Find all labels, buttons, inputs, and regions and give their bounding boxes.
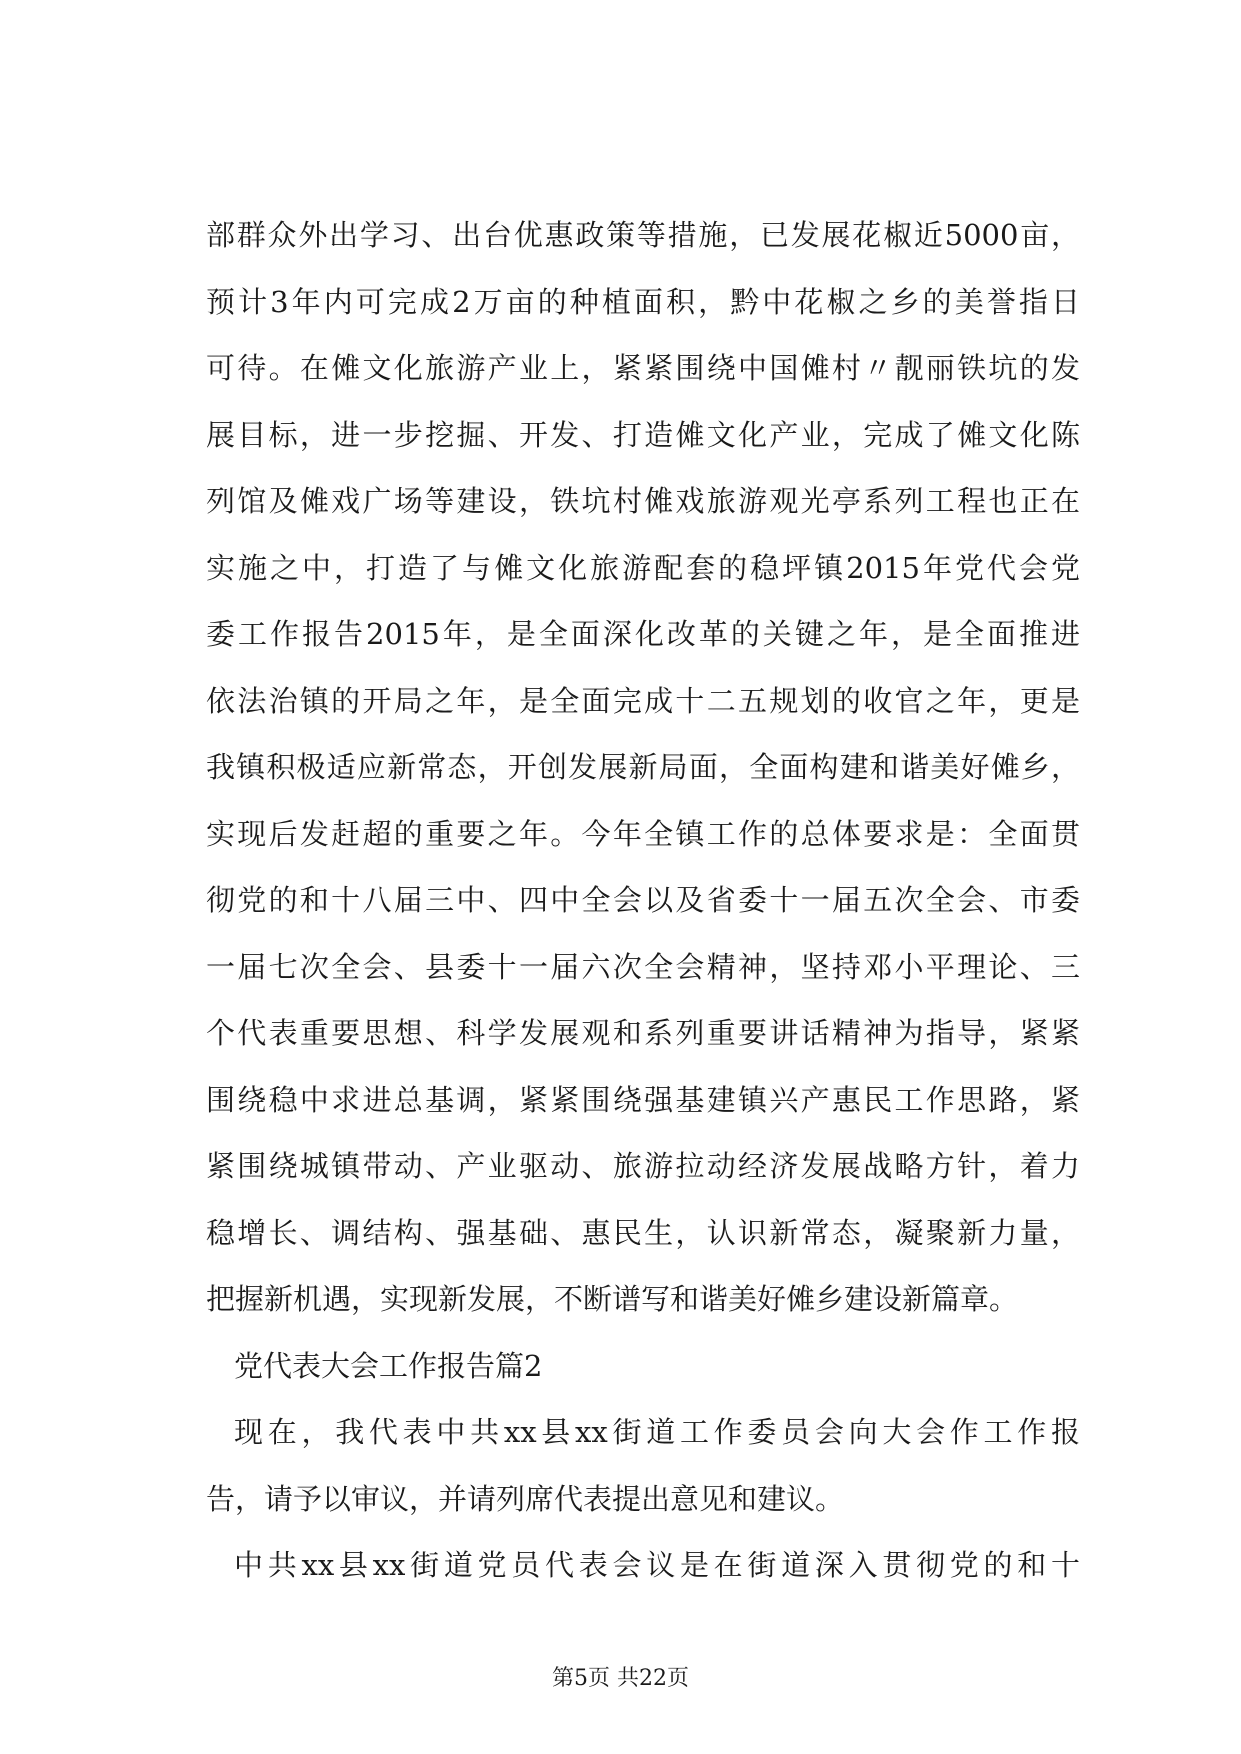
text-line: 紧围绕城镇带动、产业驱动、旅游拉动经济发展战略方针，着力 [206, 1149, 1080, 1183]
document-body [206, 202, 1080, 1599]
text-line: 一届七次全会、县委十一届六次全会精神，坚持邓小平理论、三 [206, 949, 1080, 984]
section-heading: 党代表大会工作报告篇2 [234, 1348, 543, 1383]
paragraph-3 [206, 1532, 1080, 1599]
text-line: 预计3年内可完成2万亩的种植面积，黔中花椒之乡的美誉指日 [206, 284, 1080, 319]
text-line: 彻党的和十八届三中、四中全会以及省委十一届五次全会、市委 [206, 883, 1080, 917]
text-line: 把握新机遇，实现新发展，不断谱写和谐美好傩乡建设新篇章。 [206, 1282, 1019, 1316]
text-line: 展目标，进一步挖掘、开发、打造傩文化产业，完成了傩文化陈 [206, 417, 1080, 452]
text-line: 实施之中，打造了与傩文化旅游配套的稳坪镇2015年党代会党 [206, 550, 1080, 585]
paragraph-2 [206, 1399, 1080, 1532]
text-line: 告，请予以审议，并请列席代表提出意见和建议。 [206, 1481, 845, 1516]
paragraph-1 [206, 202, 1080, 1333]
text-line: 委工作报告2015年，是全面深化改革的关键之年，是全面推进 [206, 617, 1080, 651]
page-number: 第5页 共22页 [552, 1666, 689, 1691]
text-line: 个代表重要思想、科学发展观和系列重要讲话精神为指导，紧紧 [206, 1016, 1080, 1050]
text-line: 可待。在傩文化旅游产业上，紧紧围绕中国傩村〃靓丽铁坑的发 [206, 351, 1080, 385]
text-line: 现在，我代表中共xx县xx街道工作委员会向大会作工作报 [234, 1415, 1080, 1449]
text-line: 中共xx县xx街道党员代表会议是在街道深入贯彻党的和十 [234, 1548, 1080, 1582]
text-line: 围绕稳中求进总基调，紧紧围绕强基建镇兴产惠民工作思路，紧 [206, 1082, 1080, 1117]
text-line: 列馆及傩戏广场等建设，铁坑村傩戏旅游观光亭系列工程也正在 [206, 484, 1080, 518]
text-line: 依法治镇的开局之年，是全面完成十二五规划的收官之年，更是 [206, 683, 1080, 718]
text-line: 我镇积极适应新常态，开创发展新局面，全面构建和谐美好傩乡， [206, 750, 1080, 784]
text-line: 稳增长、调结构、强基础、惠民生，认识新常态，凝聚新力量， [206, 1215, 1080, 1250]
text-line: 实现后发赶超的重要之年。今年全镇工作的总体要求是：全面贯 [206, 816, 1080, 851]
text-line: 部群众外出学习、出台优惠政策等措施，已发展花椒近5000亩， [206, 218, 1080, 252]
